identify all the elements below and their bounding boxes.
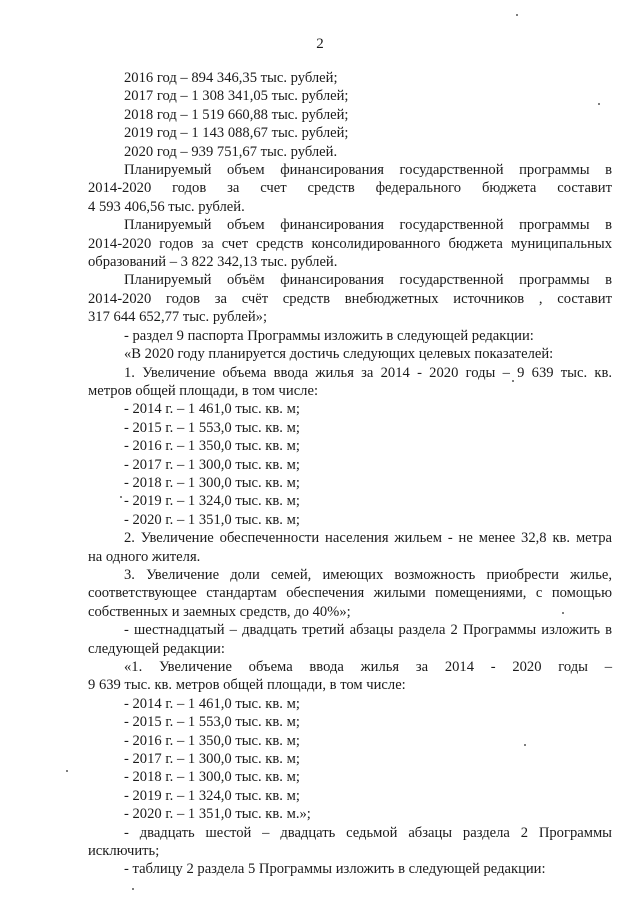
paragraph-line: соответствующее стандартам обеспечения жилыми помещениями, с помощью	[88, 585, 612, 602]
paragraph-line: собственных и заемных средств, до 40%»;	[88, 603, 351, 620]
housing-year-line: - 2016 г. – 1 350,0 тыс. кв. м;	[124, 438, 300, 455]
housing-year-line: - 2018 г. – 1 300,0 тыс. кв. м;	[124, 769, 300, 786]
paragraph-line: - двадцать шестой – двадцать седьмой абзацы раздела 2 Программы	[124, 824, 612, 841]
housing-year-line: - 2015 г. – 1 553,0 тыс. кв. м;	[124, 419, 300, 436]
paragraph-line: 1. Увеличение объема ввода жилья за 2014 - 2020 годы – 9 639 тыс. кв.	[124, 364, 612, 381]
paragraph-line: следующей редакции:	[88, 640, 225, 657]
paragraph-line: 2. Увеличение обеспеченности населения жильем - не менее 32,8 кв. метра	[124, 530, 612, 547]
housing-year-line: - 2019 г. – 1 324,0 тыс. кв. м;	[124, 787, 300, 804]
funding-year-line: 2017 год – 1 308 341,05 тыс. рублей;	[124, 88, 349, 105]
scan-speck	[512, 380, 514, 382]
paragraph-line: на одного жителя.	[88, 548, 201, 565]
municipal-budget-paragraph	[88, 216, 612, 271]
funding-year-line: 2016 год – 894 346,35 тыс. рублей;	[124, 70, 338, 86]
document-body	[88, 69, 612, 879]
paragraph-line: 4 593 406,56 тыс. рублей.	[88, 198, 245, 215]
housing-year-line: - 2017 г. – 1 300,0 тыс. кв. м;	[124, 751, 300, 768]
paragraph-line: «1. Увеличение объема ввода жилья за 2014 - 2020 годы –	[124, 659, 612, 675]
scan-speck	[598, 103, 600, 105]
housing-year-line: - 2018 г. – 1 300,0 тыс. кв. м;	[124, 474, 300, 491]
section9-item3	[88, 566, 612, 621]
scan-speck	[516, 14, 518, 16]
housing-year-line: - 2014 г. – 1 461,0 тыс. кв. м;	[124, 401, 300, 418]
funding-year-line: 2019 год – 1 143 088,67 тыс. рублей;	[124, 125, 349, 142]
paragraph-line: - шестнадцатый – двадцать третий абзацы раздела 2 Программы изложить в	[124, 622, 612, 639]
section9-quote: «В 2020 году планируется достичь следующих целевых показателей:	[124, 346, 554, 363]
page-number: 2	[316, 36, 324, 52]
housing-year-line: - 2016 г. – 1 350,0 тыс. кв. м;	[124, 732, 300, 749]
paragraph-line: 3. Увеличение доли семей, имеющих возможность приобрести жилье,	[124, 566, 612, 583]
section9-item1	[88, 364, 612, 401]
table-amendment-line: - таблицу 2 раздела 5 Программы изложить в следующей редакции:	[124, 861, 546, 878]
paragraph-line: Планируемый объём финансирования государственной программы в	[124, 272, 612, 289]
scan-speck	[132, 888, 134, 890]
section9-intro: - раздел 9 паспорта Программы изложить в следующей редакции:	[124, 327, 534, 344]
extrabudget-paragraph	[88, 271, 612, 326]
paragraph-line: метров общей площади, в том числе:	[88, 382, 319, 399]
paragraph-line: 9 639 тыс. кв. метров общей площади, в том числе:	[88, 677, 406, 694]
scan-speck	[66, 770, 68, 772]
paragraph-line: Планируемый объем финансирования государственной программы в	[124, 162, 612, 179]
section2-amendment	[88, 621, 612, 879]
section2-item1	[88, 658, 612, 695]
section2-years-list	[88, 695, 612, 824]
paragraph-line: 317 644 652,77 тыс. рублей»;	[88, 309, 268, 326]
funding-year-line: 2020 год – 939 751,67 тыс. рублей.	[124, 143, 338, 160]
housing-year-line: - 2014 г. – 1 461,0 тыс. кв. м;	[124, 695, 300, 712]
funding-year-line: 2018 год – 1 519 660,88 тыс. рублей;	[124, 106, 349, 123]
section2-intro	[88, 621, 612, 658]
housing-year-line: - 2020 г. – 1 351,0 тыс. кв. м.»;	[124, 806, 311, 823]
paragraph-line: Планируемый объем финансирования государственной программы в	[124, 217, 612, 234]
housing-year-line: - 2017 г. – 1 300,0 тыс. кв. м;	[124, 456, 300, 473]
paragraph-line: 2014-2020 годов за счёт средств внебюджетных источников , составит	[88, 290, 612, 307]
paragraph-line: 2014-2020 годов за счет средств федерального бюджета составит	[88, 180, 612, 197]
section9-amendment	[88, 327, 612, 622]
housing-year-line: - 2015 г. – 1 553,0 тыс. кв. м;	[124, 714, 300, 731]
scan-speck	[524, 744, 526, 746]
section9-item2	[88, 529, 612, 566]
paragraph-line: исключить;	[88, 843, 160, 860]
section2-exclude	[88, 824, 612, 861]
federal-budget-paragraph	[88, 161, 612, 216]
scan-speck	[120, 496, 122, 498]
paragraph-line: образований – 3 822 342,13 тыс. рублей.	[88, 254, 338, 271]
housing-year-line: - 2020 г. – 1 351,0 тыс. кв. м;	[124, 511, 300, 528]
housing-year-line: - 2019 г. – 1 324,0 тыс. кв. м;	[124, 493, 300, 510]
scan-speck	[562, 612, 564, 614]
section9-years-list	[88, 400, 612, 529]
paragraph-line: 2014-2020 годов за счет средств консолидированного бюджета муниципальных	[88, 235, 612, 252]
funding-years-list	[88, 69, 612, 161]
